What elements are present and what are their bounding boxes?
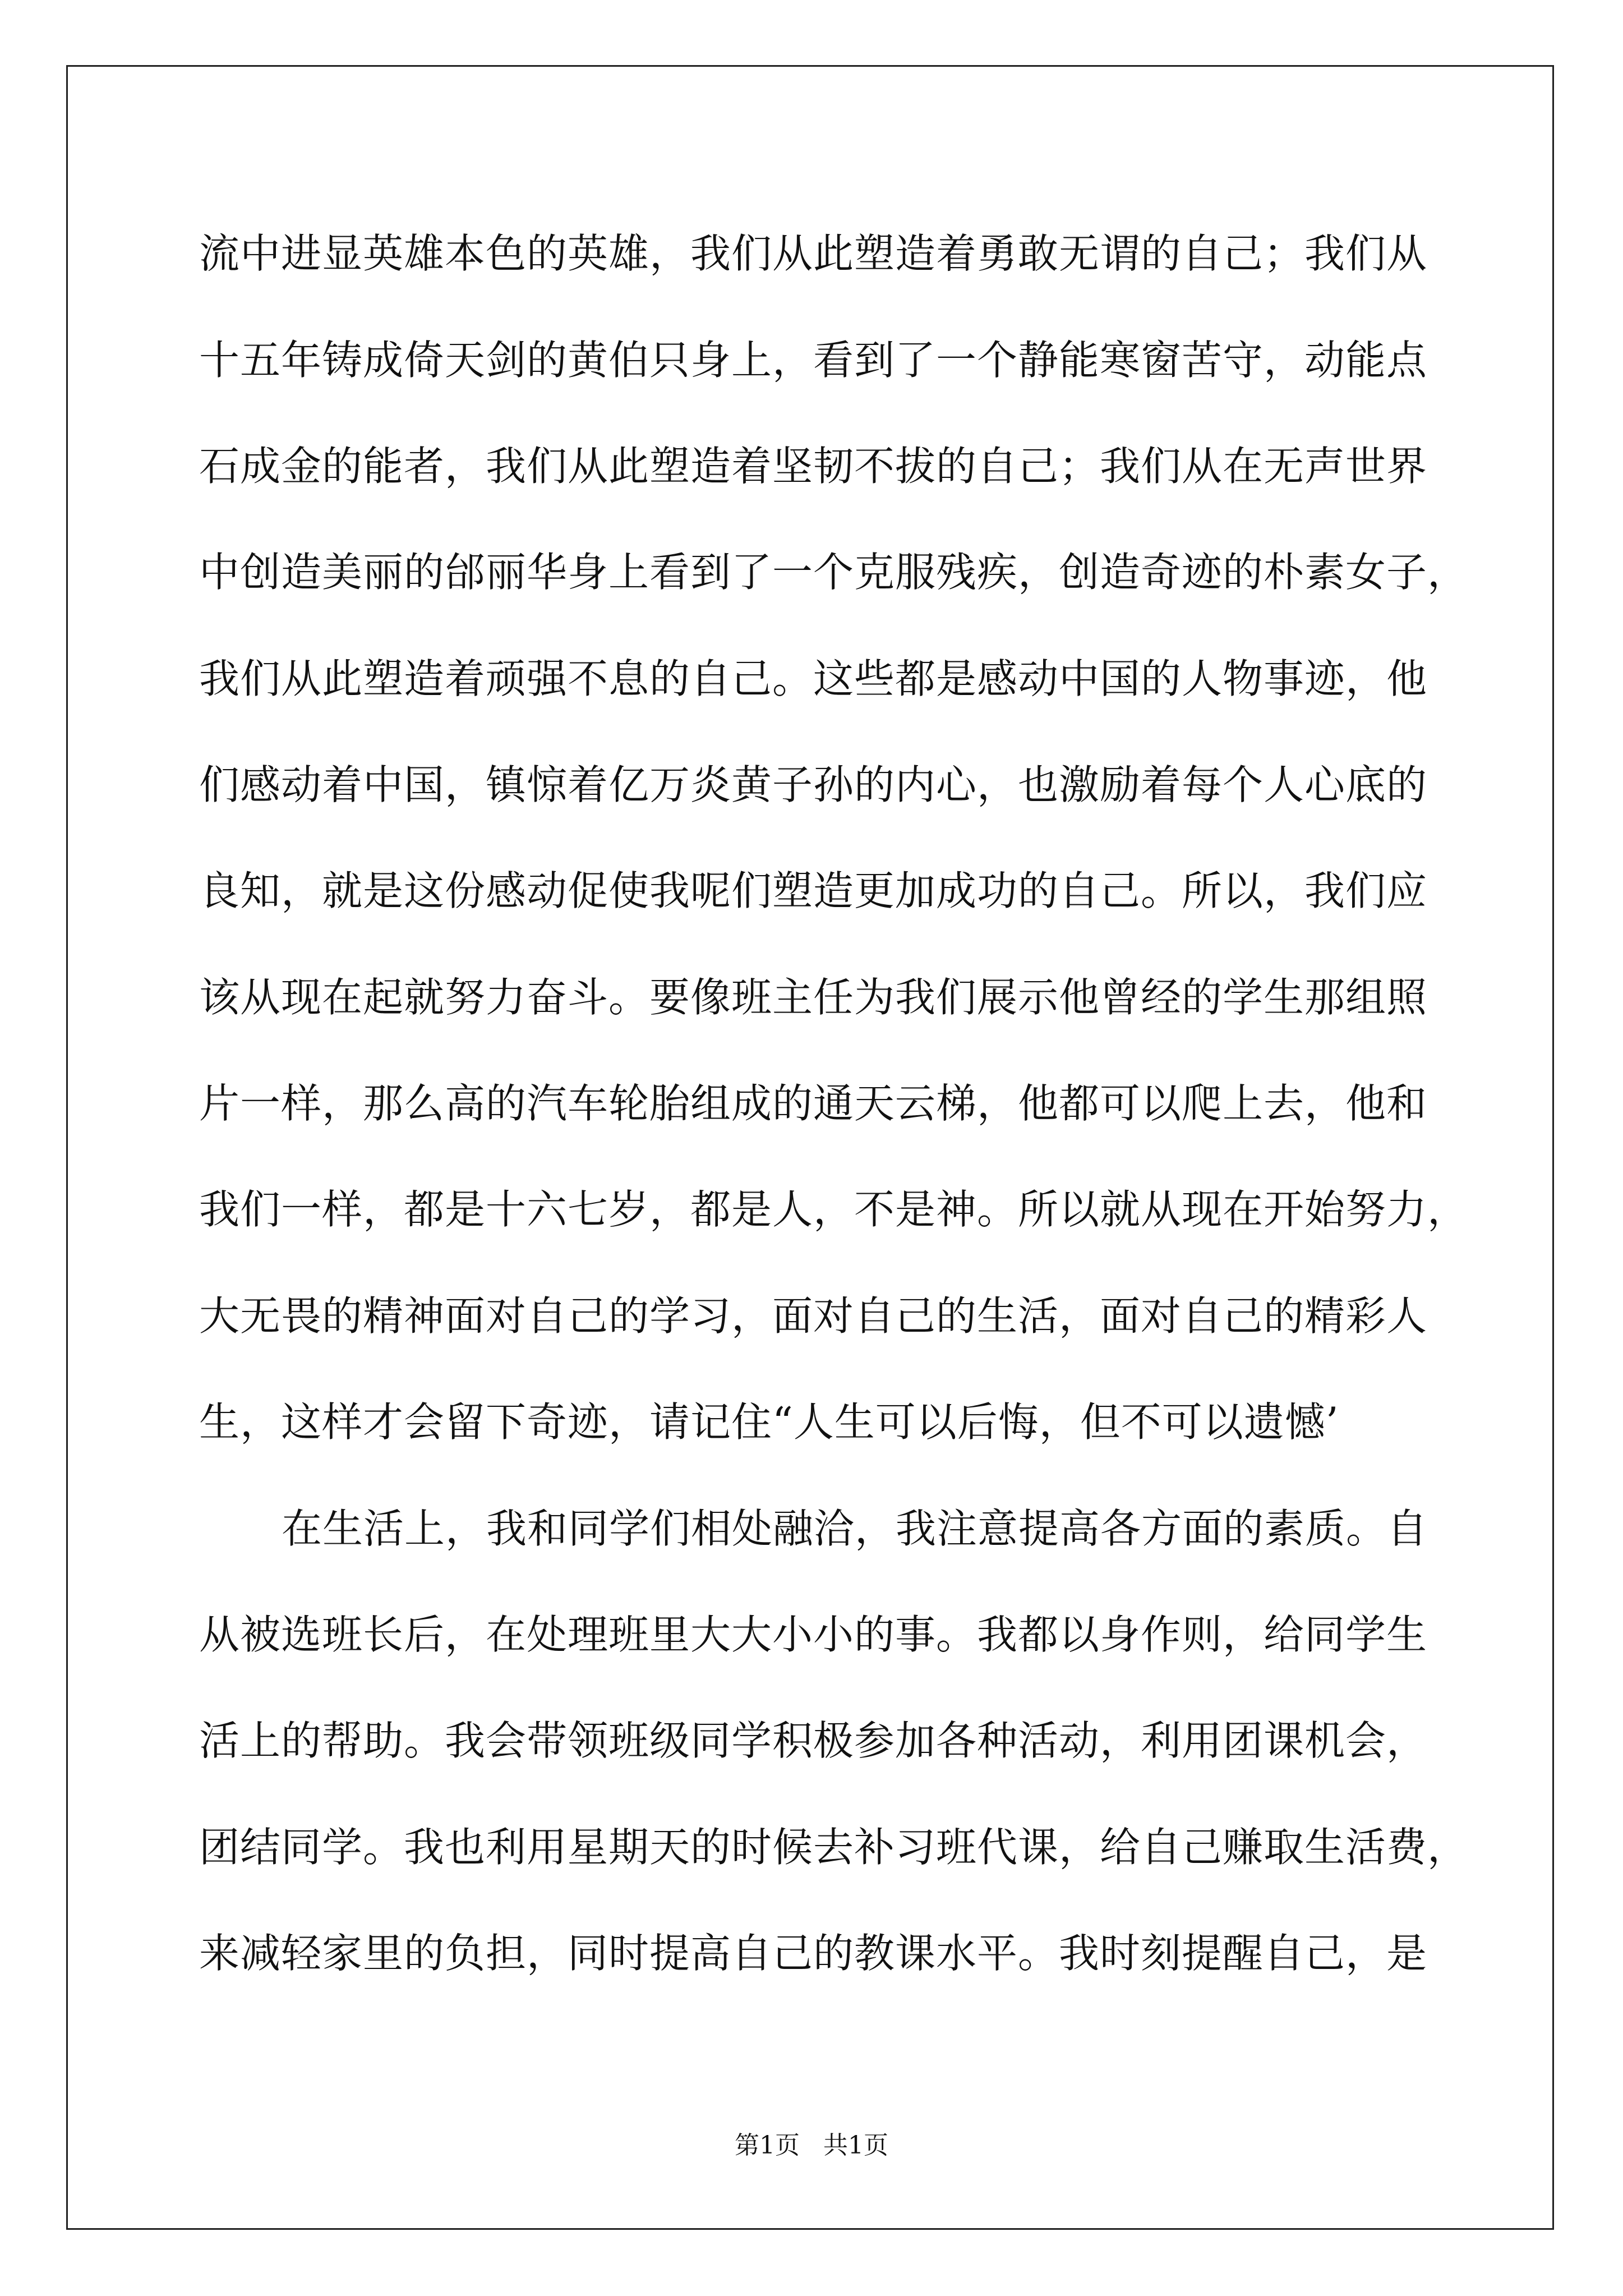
text-line: 从被选班长后，在处理班里大大小小的事。我都以身作则，给同学生 [199,1611,1428,1658]
text-line: 我们一样，都是十六七岁，都是人，不是神。所以就从现在开始努力， [199,1186,1469,1233]
text-line: 十五年铸成倚天剑的黄伯只身上，看到了一个静能寒窗苦守，动能点 [199,337,1428,384]
text-line: 大无畏的精神面对自己的学习，面对自己的生活，面对自己的精彩人 [199,1292,1428,1340]
text-line: 中创造美丽的邰丽华身上看到了一个克服残疾，创造奇迹的朴素女子， [199,549,1469,596]
page-footer: 第1页 共1页 [735,2131,888,2160]
text-line: 团结同学。我也利用星期天的时候去补习班代课，给自己赚取生活费， [199,1824,1469,1871]
text-line: 石成金的能者，我们从此塑造着坚韧不拔的自己；我们从在无声世界 [199,443,1428,490]
text-line: 片一样，那么高的汽车轮胎组成的通天云梯，他都可以爬上去，他和 [199,1080,1428,1127]
text-line: 生，这样才会留下奇迹，请记住“人生可以后悔，但不可以遗憾’ [199,1398,1339,1446]
text-line: 良知，就是这份感动促使我呢们塑造更加成功的自己。所以，我们应 [199,867,1428,914]
text-line: 该从现在起就努力奋斗。要像班主任为我们展示他曾经的学生那组照 [199,974,1428,1021]
text-line-indented: 在生活上，我和同学们相处融洽，我注意提高各方面的素质。自 [282,1505,1428,1552]
text-line: 来减轻家里的负担，同时提高自己的教课水平。我时刻提醒自己，是 [199,1930,1428,1977]
text-line: 流中进显英雄本色的英雄，我们从此塑造着勇敢无谓的自己；我们从 [199,230,1428,277]
text-line: 我们从此塑造着顽强不息的自己。这些都是感动中国的人物事迹，他 [199,655,1428,702]
text-line: 活上的帮助。我会带领班级同学积极参加各种活动，利用团课机会， [199,1717,1428,1764]
text-line: 们感动着中国，镇惊着亿万炎黄子孙的内心，也激励着每个人心底的 [199,761,1428,808]
